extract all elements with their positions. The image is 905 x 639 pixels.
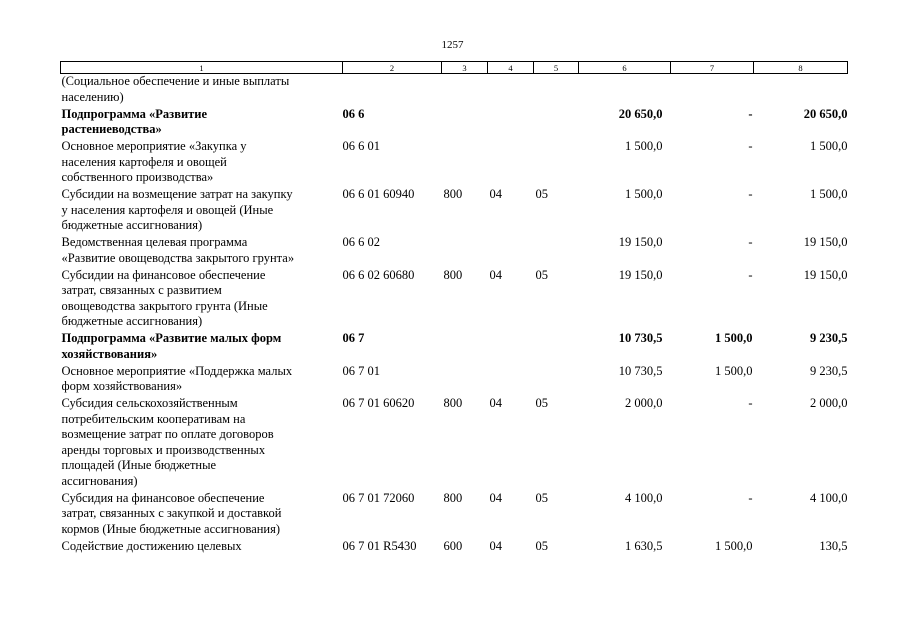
row-col6: 1 500,0 [625, 187, 663, 201]
row-col7: - [748, 139, 753, 153]
row-col8 [754, 74, 848, 107]
row-col3 [442, 364, 488, 397]
row-col4 [488, 235, 534, 268]
row-col5: 05 [535, 396, 548, 410]
row-col8: 2 000,0 [810, 396, 848, 410]
row-code: 06 6 02 [342, 235, 380, 249]
row-col6: 19 150,0 [618, 267, 663, 282]
row-col5: 05 [535, 490, 548, 505]
column-header-7: 7 [671, 62, 754, 74]
column-header-8: 8 [754, 62, 848, 74]
row-col6 [579, 74, 671, 107]
budget-table [60, 61, 848, 556]
row-col4 [488, 74, 534, 107]
table-header [61, 62, 848, 74]
row-col7: - [748, 267, 753, 282]
row-col3 [442, 331, 488, 364]
row-col3 [442, 235, 488, 268]
row-col4 [488, 331, 534, 364]
row-col4: 04 [489, 538, 502, 553]
table-row [61, 187, 848, 235]
row-name: Подпрограмма «Развитие малых форм хозяйствования» [61, 331, 282, 361]
row-col7: - [748, 187, 753, 201]
table-row [61, 268, 848, 332]
row-name: Ведомственная целевая программа «Развитие овощеводства закрытого грунта» [61, 235, 295, 265]
row-code: 06 6 [342, 106, 365, 121]
row-col5: 05 [535, 267, 548, 282]
row-col3: 800 [443, 396, 463, 410]
row-code: 06 7 01 [342, 363, 380, 378]
row-code: 06 7 01 R5430 [342, 538, 417, 553]
row-col5 [534, 364, 579, 397]
row-name: Субсидия на финансовое обеспечение затрат, связанных с закупкой и доставкой кормов (Иные бюджетные ассигнования) [61, 490, 282, 536]
row-col5: 05 [535, 187, 548, 201]
row-col3 [442, 107, 488, 140]
row-col7: - [748, 396, 753, 410]
row-col8: 1 500,0 [810, 139, 848, 153]
table-row [61, 74, 848, 107]
row-col7 [671, 74, 754, 107]
row-col4 [488, 107, 534, 140]
row-col5 [534, 107, 579, 140]
row-col7: 1 500,0 [715, 331, 753, 345]
column-header-3: 3 [442, 62, 488, 74]
row-col5 [534, 139, 579, 187]
row-name: Субсидии на финансовое обеспечение затрат, связанных с развитием овощеводства закрытого грунта (Иные бюджетные ассигнования) [61, 267, 268, 328]
row-col5 [534, 74, 579, 107]
row-col7: - [748, 235, 753, 249]
column-header-4: 4 [488, 62, 534, 74]
row-col6: 2 000,0 [625, 396, 663, 410]
row-col6: 1 630,5 [625, 538, 663, 553]
row-col3: 800 [443, 490, 463, 505]
row-col6: 1 500,0 [625, 139, 663, 153]
row-col5 [534, 331, 579, 364]
row-name: Субсидии на возмещение затрат на закупку у населения картофеля и овощей (Иные бюджетные ассигнования) [61, 187, 293, 232]
row-name: Субсидия сельскохозяйственным потребительским кооперативам на возмещение затрат по оплате договоров аренды торговых и производственных площадей (Иные бюджетные ассигнования) [61, 396, 274, 488]
row-col8: 19 150,0 [803, 267, 848, 282]
row-col4: 04 [489, 396, 502, 410]
row-name: (Социальное обеспечение и иные выплаты населению) [61, 74, 290, 104]
row-col3: 800 [443, 187, 463, 201]
row-col8: 4 100,0 [810, 490, 848, 505]
column-header-2: 2 [343, 62, 442, 74]
row-name: Основное мероприятие «Поддержка малых форм хозяйствования» [61, 363, 293, 393]
row-col4 [488, 364, 534, 397]
row-col7: 1 500,0 [715, 363, 753, 378]
row-col7: 1 500,0 [715, 538, 753, 553]
row-code: 06 6 01 [342, 139, 380, 153]
row-col3: 800 [443, 267, 463, 282]
row-col8: 130,5 [819, 538, 848, 553]
row-code: 06 7 [342, 331, 365, 345]
column-header-1: 1 [61, 62, 343, 74]
row-code: 06 7 01 60620 [342, 396, 415, 410]
row-col3 [442, 74, 488, 107]
row-col8: 9 230,5 [810, 331, 848, 345]
row-col8: 20 650,0 [803, 106, 848, 121]
table-body [61, 74, 848, 556]
row-name: Подпрограмма «Развитие растениеводства» [61, 106, 208, 136]
row-col8: 9 230,5 [810, 363, 848, 378]
row-col4: 04 [489, 187, 502, 201]
row-col6: 10 730,5 [618, 331, 663, 345]
row-col3: 600 [443, 538, 463, 553]
row-col6: 4 100,0 [625, 490, 663, 505]
row-col8: 1 500,0 [810, 187, 848, 201]
row-code [343, 74, 442, 107]
table-row [61, 139, 848, 187]
column-header-5: 5 [534, 62, 579, 74]
row-col3 [442, 139, 488, 187]
row-col7: - [748, 106, 753, 121]
row-col6: 20 650,0 [618, 106, 663, 121]
table-row [61, 107, 848, 140]
row-code: 06 6 02 60680 [342, 267, 415, 282]
row-col6: 10 730,5 [618, 363, 663, 378]
table-row [61, 539, 848, 556]
table-row [61, 396, 848, 491]
row-col5 [534, 235, 579, 268]
table-row [61, 235, 848, 268]
row-col4: 04 [489, 267, 502, 282]
row-name: Содействие достижению целевых [61, 538, 242, 553]
page-number: 1257 [441, 39, 464, 51]
row-col4 [488, 139, 534, 187]
row-code: 06 7 01 72060 [342, 490, 415, 505]
table-row [61, 491, 848, 539]
row-col5: 05 [535, 538, 548, 553]
row-col4: 04 [489, 490, 502, 505]
row-code: 06 6 01 60940 [342, 187, 415, 201]
column-header-6: 6 [579, 62, 671, 74]
table-row [61, 364, 848, 397]
row-col7: - [748, 490, 753, 505]
row-col8: 19 150,0 [803, 235, 848, 249]
row-name: Основное мероприятие «Закупка у населения картофеля и овощей собственного производства» [61, 139, 247, 184]
row-col6: 19 150,0 [618, 235, 663, 249]
header-row [61, 62, 848, 74]
table-row [61, 331, 848, 364]
